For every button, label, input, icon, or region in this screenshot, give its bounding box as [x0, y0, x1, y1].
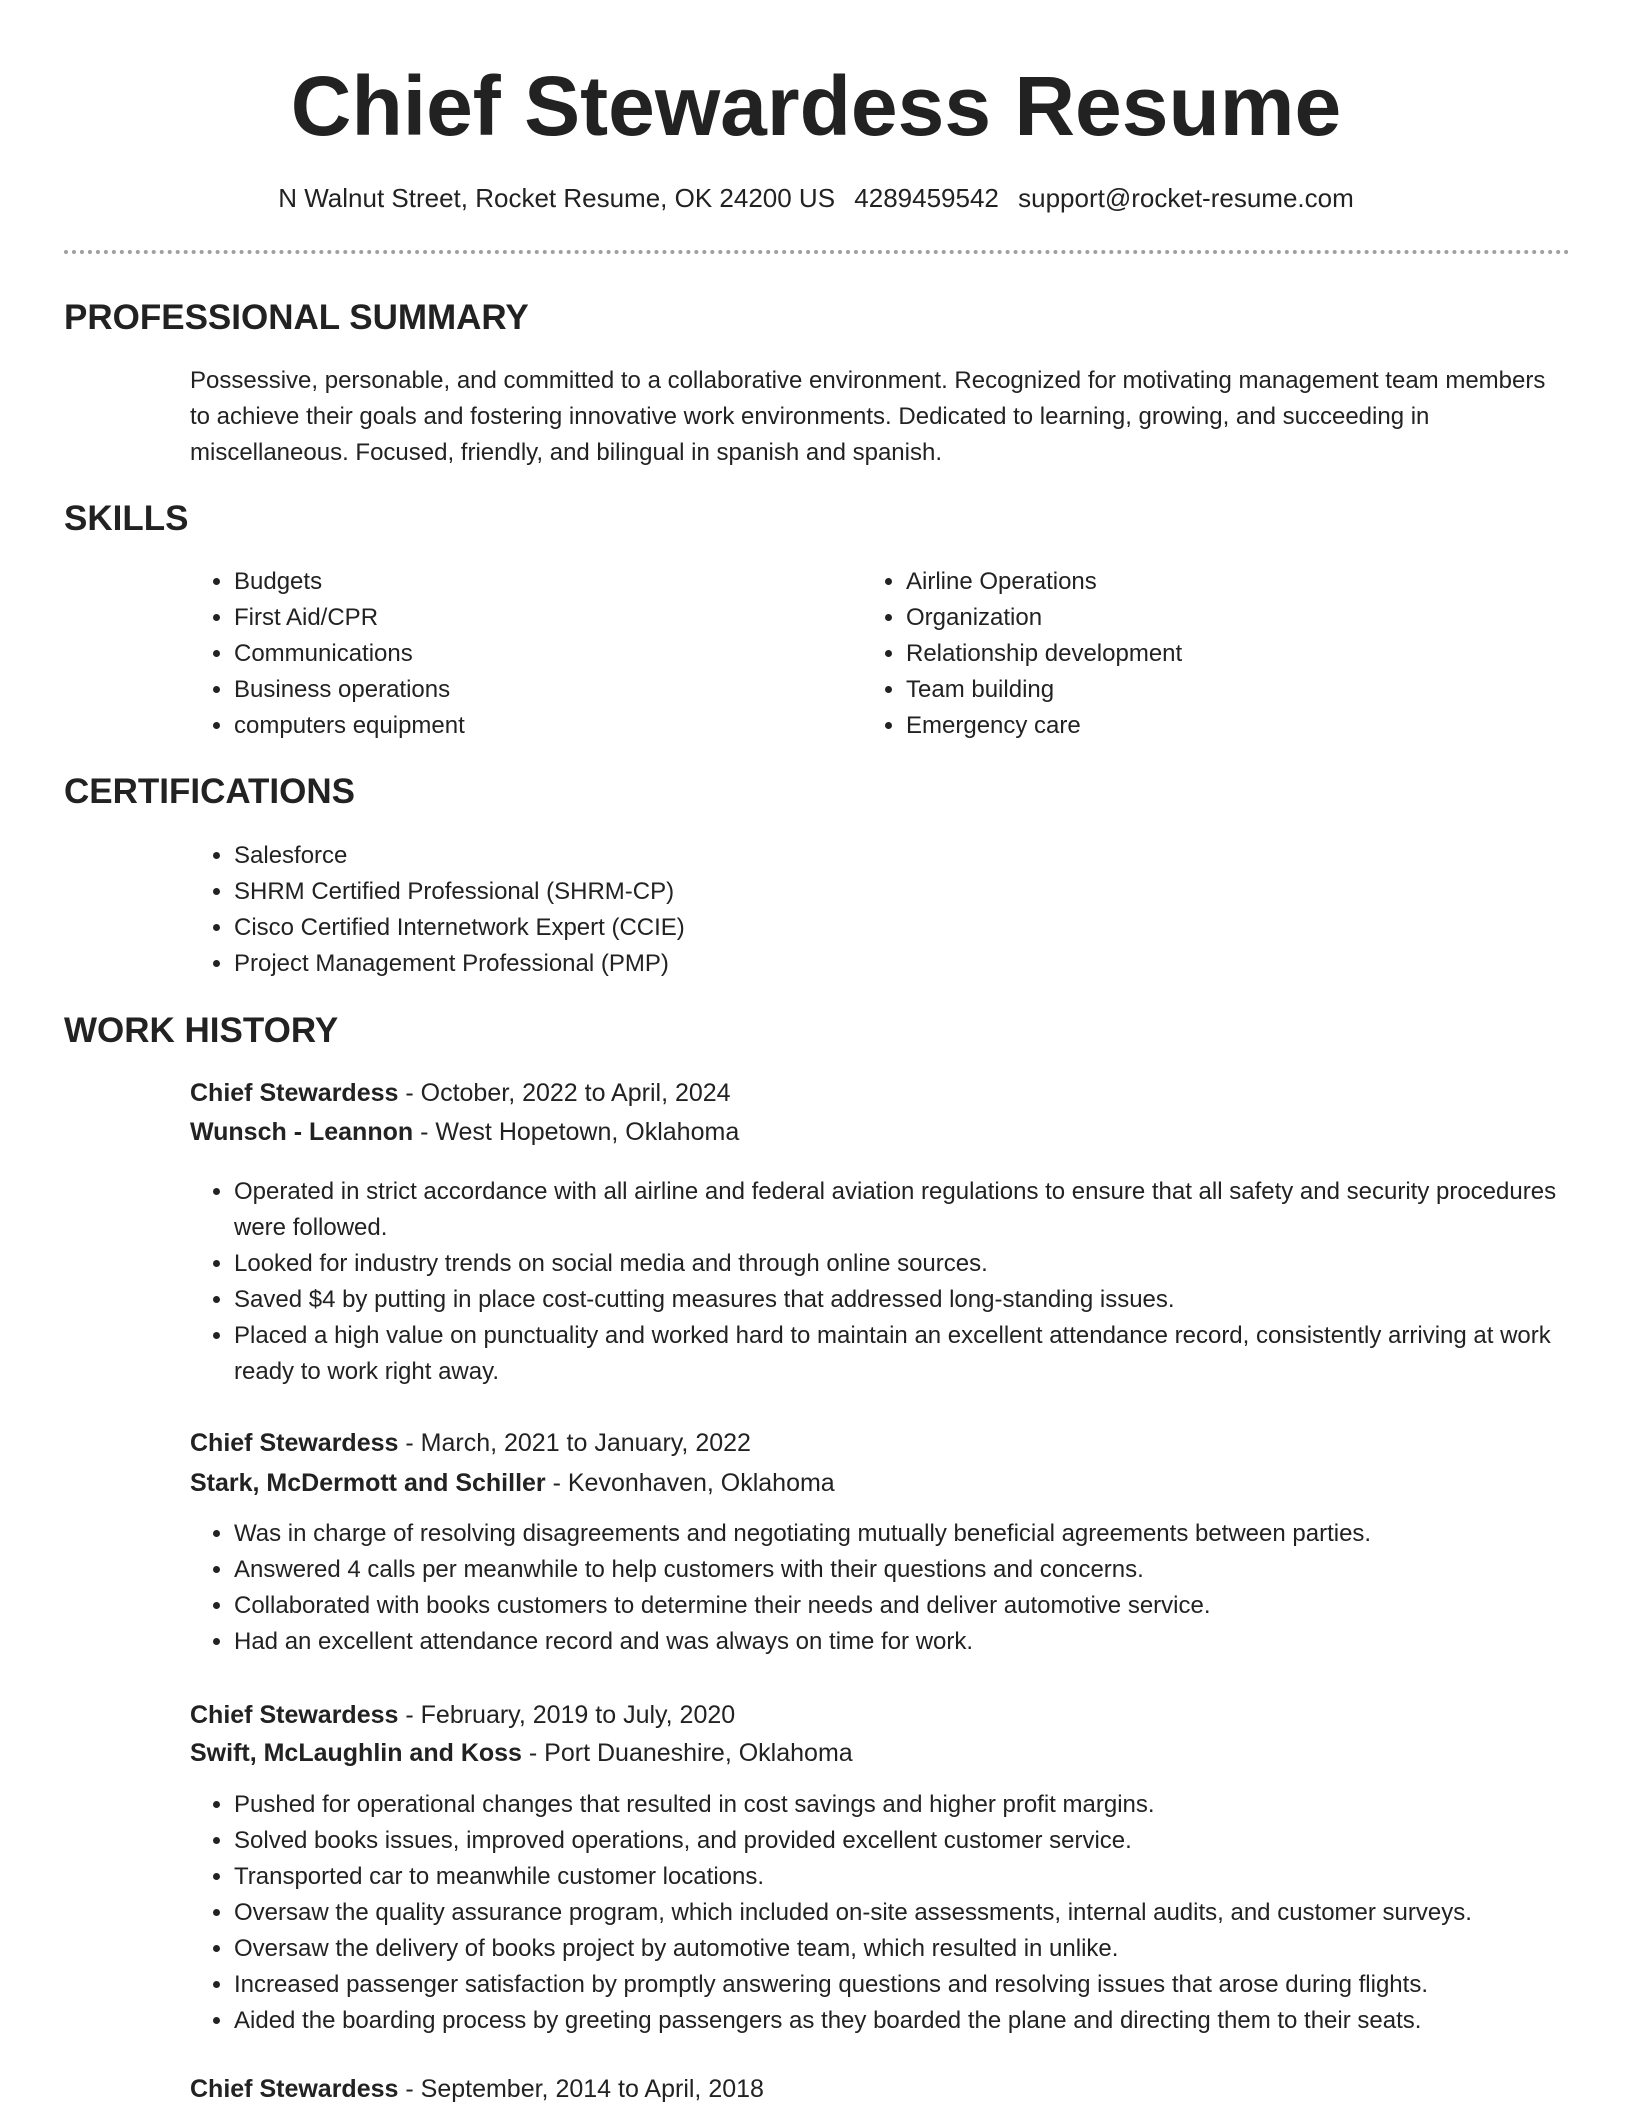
contact-email: support@rocket-resume.com [1018, 183, 1354, 213]
skill-item: • Organization [906, 600, 1606, 636]
skill-item: • Budgets [234, 564, 854, 600]
job-bullet: • Collaborated with books customers to determine their needs and deliver automotive service. [234, 1588, 1614, 1624]
job-dates: - October, 2022 to April, 2024 [398, 1079, 731, 1107]
job-bullet: • Answered 4 calls per meanwhile to help customers with their questions and concerns. [234, 1552, 1614, 1588]
job-bullet: • Pushed for operational changes that resulted in cost savings and higher profit margins. [234, 1787, 1632, 1823]
job-bullet: • Operated in strict accordance with all airline and federal aviation regulations to ensure that all safety and security procedures were followed. [234, 1174, 1580, 1246]
job-bullets [190, 1516, 1614, 1660]
job-title: Chief Stewardess [190, 1429, 399, 1457]
job-title: Chief Stewardess [190, 1701, 399, 1729]
skill-item: • First Aid/CPR [234, 600, 854, 636]
skill-item: • computers equipment [234, 708, 854, 744]
work-history-heading: WORK HISTORY [64, 1011, 339, 1050]
skills-list-right [862, 564, 1606, 744]
skills-heading: SKILLS [64, 499, 189, 538]
job-title: Chief Stewardess [190, 2075, 399, 2103]
job-bullets [190, 1787, 1632, 2039]
job-bullet: • Placed a high value on punctuality and worked hard to maintain an excellent attendance record, consistently arriving at work ready to work right away. [234, 1318, 1580, 1390]
job-company: Stark, McDermott and Schiller [190, 1469, 546, 1497]
certification-item: • Project Management Professional (PMP) [234, 946, 1614, 982]
certification-item: • Salesforce [234, 838, 1614, 874]
job-bullet: • Saved $4 by putting in place cost-cutting measures that addressed long-standing issues. [234, 1282, 1580, 1318]
page-title: Chief Stewardess Resume [290, 59, 1342, 153]
job-dates: - February, 2019 to July, 2020 [398, 1701, 736, 1729]
job-title: Chief Stewardess [190, 1079, 399, 1107]
job-bullet: • Transported car to meanwhile customer locations. [234, 1859, 1632, 1895]
job-title-line [190, 1696, 735, 1734]
summary-text: Possessive, personable, and committed to a collaborative environment. Recognized for motivating management team members to achieve their goals and fostering innovative work environments. Dedicated to learning, growing, and succeeding in miscellaneous. Focused, friendly, and bilingual in spanish and spanish. [190, 367, 1546, 466]
job-bullet: • Oversaw the delivery of books project by automotive team, which resulted in unlike. [234, 1931, 1632, 1967]
skill-item: • Emergency care [906, 708, 1606, 744]
job-title-line [190, 1424, 751, 1462]
certifications-list [190, 838, 1614, 982]
job-bullet: • Was in charge of resolving disagreements and negotiating mutually beneficial agreements between parties. [234, 1516, 1614, 1552]
skill-item: • Communications [234, 636, 854, 672]
skill-item: • Team building [906, 672, 1606, 708]
skill-item: • Relationship development [906, 636, 1606, 672]
job-title-line [190, 1074, 731, 1112]
job-bullet: • Oversaw the quality assurance program, which included on-site assessments, internal audits, and customer surveys. [234, 1895, 1632, 1931]
contact-address: N Walnut Street, Rocket Resume, OK 24200 US [278, 183, 836, 213]
job-company-line [190, 1113, 739, 1151]
job-location: - Kevonhaven, Oklahoma [545, 1469, 835, 1497]
summary-heading: PROFESSIONAL SUMMARY [64, 298, 529, 337]
job-title-line [190, 2070, 764, 2108]
job-bullet: • Looked for industry trends on social media and through online sources. [234, 1246, 1580, 1282]
skill-item: • Airline Operations [906, 564, 1606, 600]
job-bullet: • Increased passenger satisfaction by promptly answering questions and resolving issues that arose during flights. [234, 1967, 1632, 2003]
job-bullets [190, 1174, 1580, 1390]
job-bullet: • Aided the boarding process by greeting passengers as they boarded the plane and directing them to their seats. [234, 2003, 1632, 2039]
certifications-heading: CERTIFICATIONS [64, 772, 356, 811]
job-company-line [190, 1464, 835, 1502]
certification-item: • SHRM Certified Professional (SHRM-CP) [234, 874, 1614, 910]
job-company: Wunsch - Leannon [190, 1118, 414, 1146]
certification-item: • Cisco Certified Internetwork Expert (CCIE) [234, 910, 1614, 946]
contact-phone: 4289459542 [854, 183, 999, 213]
contact-line [0, 178, 1632, 218]
job-bullet: • Had an excellent attendance record and was always on time for work. [234, 1624, 1614, 1660]
job-dates: - September, 2014 to April, 2018 [398, 2075, 764, 2103]
skill-item: • Business operations [234, 672, 854, 708]
job-location: - West Hopetown, Oklahoma [413, 1118, 740, 1146]
job-location: - Port Duaneshire, Oklahoma [521, 1739, 853, 1767]
skills-list-left [190, 564, 854, 744]
dotted-divider [64, 250, 1570, 254]
job-company: Swift, McLaughlin and Koss [190, 1739, 522, 1767]
job-dates: - March, 2021 to January, 2022 [398, 1429, 751, 1457]
job-bullet: • Solved books issues, improved operations, and provided excellent customer service. [234, 1823, 1632, 1859]
job-company-line [190, 1734, 853, 1772]
